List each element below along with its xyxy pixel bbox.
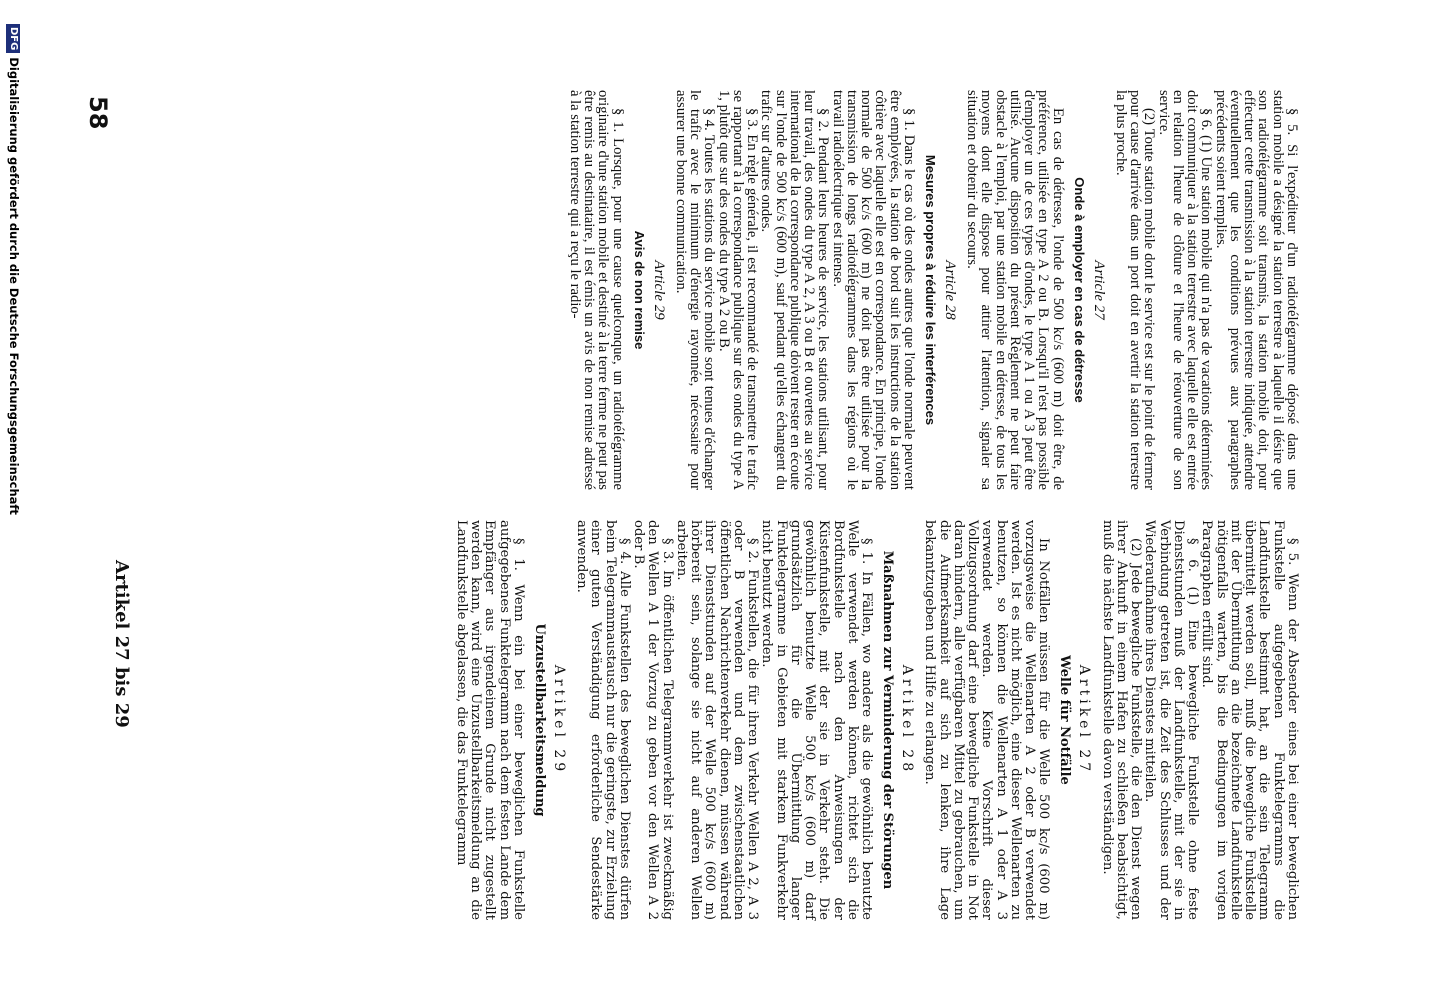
french-column <box>568 90 1299 490</box>
de-article-27-text: In Notfällen müssen für die Welle 500 kc/s (600 m) vorzugsweise die Wellenarten A 2 oder B verwendet werden. Ist es nicht möglich, eine dieser Wellenarten zu benutzen, so können die Wellenarten A 1 oder A 3 verwendet werden. Keine Vorschrift dieser Vollzugsordnung darf eine bewegliche Funkstelle in Not daran hindern, alle verfügbaren Mittel zu gebrauchen, um die Aufmerksamkeit auf sich zu lenken, ihre Lage bekanntzugeben und Hilfe zu erlangen. <box>922 520 1052 920</box>
fr-article-27-subtitle: Onde à employer en cas de détresse <box>1071 177 1087 403</box>
page-number: 58 <box>84 96 112 130</box>
fr-article-28-subtitle: Mesures propres à réduire les interférences <box>923 154 938 426</box>
credit-text: Digitalisierung gefördert durch die Deutsche Forschungsgemeinschaft <box>7 57 21 515</box>
fr-article-27-text: En cas de détresse, l'onde de 500 kc/s (600 m) doit être, de préférence, utilisée en type A 2 ou B. Lorsqu'il n'est pas possible d'employer un de ces types d'ondes, le type A 1 ou A 3 peut être utilisé. Aucune disposition du présent Règlement ne peut faire obstacle à l'emploi, par une station mobile en détresse, de tous les moyens dont elle dispose pour attirer l'attention, signaler sa situation et obtenir du secours. <box>964 90 1066 490</box>
digitization-credit <box>4 24 24 984</box>
running-head: Artikel 27 bis 29 <box>111 560 132 728</box>
fr-para-5: § 5. Si l'expéditeur d'un radiotélégramme déposé dans une station mobile a désigné la station terrestre à laquelle il désire que son radiotélégramme soit transmis, la station mobile doit, pour effectuer cette transmission à la station terrestre indiquée, attendre éventuellement que les conditions prévues aux paragraphes précédents soient remplies. <box>1212 90 1300 490</box>
de-article-27-title: Artikel 27 <box>1076 664 1093 776</box>
fr-article-28-title: Article 28 <box>942 260 958 320</box>
de-article-27-subtitle: Welle für Notfälle <box>1057 655 1073 785</box>
fr-article-29-para-1: § 1. Lorsque, pour une cause quelconque, un radiotélégramme originaire d'une station mobile et destiné à la terre ferme ne peut pas être remis au destinataire, il est émis un avis de non remise adressé à la station terrestre qui a reçu le radio- <box>567 90 626 490</box>
fr-article-29-title: Article 29 <box>650 260 667 320</box>
de-article-28-para-4: § 4. Alle Funkstellen des beweglichen Dienstes dürfen beim Telegrammaustausch nur die geringste, zur Erzielung einer guten Verständigung erforderliche Sendestärke anwenden. <box>574 520 632 920</box>
de-para-6-2: (2) Jede bewegliche Funkstelle, die den Dienst wegen ihrer Ankunft in einem Hafen zu schließen beabsichtigt, muß die nächste Landfunkstelle davon verständigen. <box>1099 520 1144 920</box>
fr-article-28-para-2: § 2. Pendant leurs heures de service, les stations utilisant, pour leur travail, des ondes du type A 2, A 3 ou B et ouvertes au service international de la correspondance publique doivent rester en écoute sur l'onde de 500 kc/s (600 m), sauf pendant qu'elles échangent du trafic sur d'autres ondes. <box>758 90 832 490</box>
fr-para-6-1: § 6. (1) Une station mobile qui n'a pas de vacations déterminées doit communiquer à la station terrestre avec laquelle elle est entrée en relation l'heure de clôture et l'heure de réouverture de son service. <box>1155 90 1215 490</box>
de-article-28-para-1: § 1. In Fällen, wo andere als die gewöhnlich benutzte Welle verwendet werden können, richtet sich die Bordfunkstelle nach den Anweisungen der Küstenfunkstelle, mit der sie in Verkehr steht. Die gewöhnlich benutzte Welle 500 kc/s (600 m) darf grundsätzlich für die Übermittlung langer Funktelegramme in Gebieten mit starkem Funkverkehr nicht benutzt werden. <box>759 520 875 920</box>
fr-para-6-2: (2) Toute station mobile dont le service est sur le point de fermer pour cause d'arrivée dans un port doit en avertir la station terrestre la plus proche. <box>1113 90 1158 490</box>
fr-article-28-para-3: § 3. En règle générale, il est recommandé de transmettre le trafic se rapportant à la correspondance publique sur des ondes du type A 1, plutôt que sur des ondes du type A 2 ou B. <box>715 90 761 490</box>
de-article-28-subtitle: Maßnahmen zur Verminderung der Störungen <box>880 550 896 890</box>
dfg-logo: DFG <box>7 24 21 53</box>
de-article-29-title: Artikel 29 <box>551 664 567 776</box>
de-para-5: § 5. Wenn der Absender eines bei einer beweglichen Funkstelle aufgegebenen Funktelegramms die Landfunkstelle bestimmt hat, an die sein Telegramm übermittelt werden soll, muß die bewegliche Funkstelle mit der Übermittlung an die bezeichnete Landfunkstelle nötigenfalls warten, bis die Bedingungen im vorigen Paragraphen erfüllt sind. <box>1199 520 1300 920</box>
de-article-28-title: Artikel 28 <box>899 664 916 776</box>
fr-article-27-title: Article 27 <box>1090 260 1107 320</box>
de-para-6-1: § 6. (1) Eine bewegliche Funkstelle ohne feste Dienststunden muß der Landfunkstelle, mit der sie in Verbindung getreten ist, die Zeit des Schlusses und der Wiederaufnahme ihres Dienstes mitteilen. <box>1142 520 1201 920</box>
de-article-29-subtitle: Unzustellbarkeitsmeldung <box>532 623 547 817</box>
fr-article-28-para-4: § 4. Toutes les stations du service mobile sont tenues d'échanger le trafic avec le minimum d'énergie rayonnée, nécessaire pour assurer une bonne communication. <box>673 90 718 490</box>
german-column <box>454 520 1299 920</box>
fr-article-29-subtitle: Avis de non remise <box>631 230 647 350</box>
fr-article-28-para-1: § 1. Dans le cas où des ondes autres que l'onde normale peuvent être employées, la station de bord suit les instructions de la station côtière avec laquelle elle est en correspondance. En principe, l'onde normale de 500 kc/s (600 m) ne doit pas être utilisée pour la transmission de longs radiotélégrammes dans les régions où le travail radioélectrique est intense. <box>829 90 917 490</box>
de-article-28-para-3: § 3. Im öffentlichen Telegrammverkehr ist zweckmäßig den Wellen A 1 der Vorzug zu geben vor den Wellen A 2 oder B. <box>631 520 675 920</box>
de-article-29-para-1: § 1. Wenn ein bei einer beweglichen Funkstelle aufgegebenes Funktelegramm nach dem festen Lande dem Empfänger aus irgendeinem Grunde nicht zugestellt werden kann, wird eine Unzustellbarkeitsmeldung an die Landfunkstelle abgelassen, die das Funktelegramm <box>454 520 526 920</box>
de-article-28-para-2: § 2. Funkstellen, die für ihren Verkehr Wellen A 2, A 3 oder B verwenden und dem zwischenstaatlichen öffentlichen Nachrichtenverkehr dienen, müssen während ihrer Dienststunden auf der Welle 500 kc/s (600 m) hörbereit sein, solange sie nicht auf anderen Wellen arbeiten. <box>674 520 761 920</box>
